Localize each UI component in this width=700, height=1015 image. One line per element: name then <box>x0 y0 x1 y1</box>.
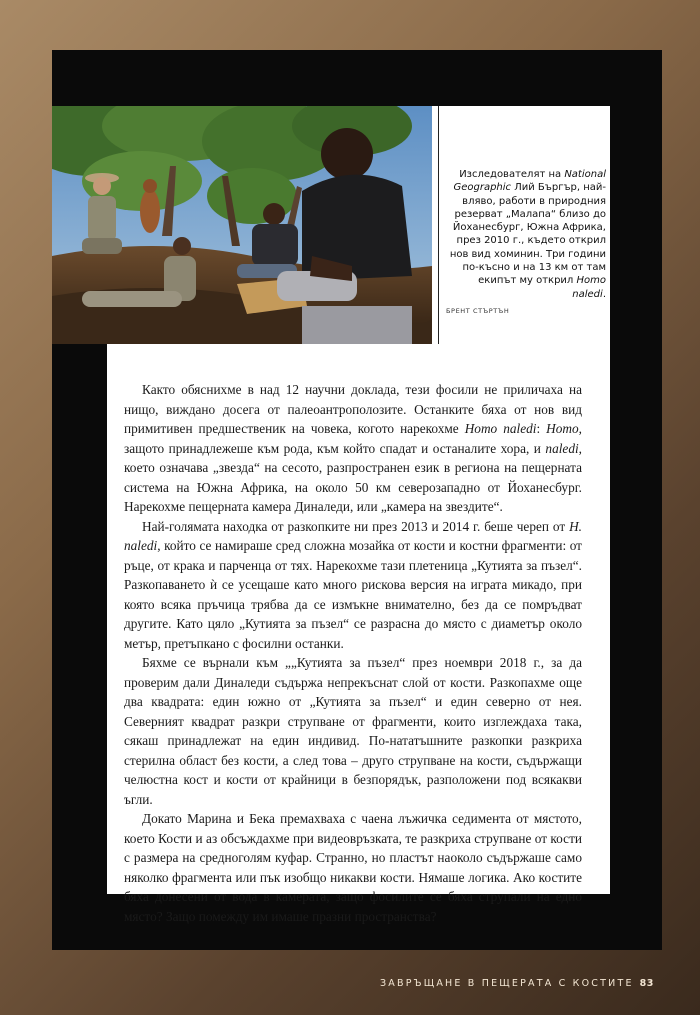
field-photo <box>52 106 432 344</box>
caption-text: Изследователят на National Geographic Лий Бъргър, най-вляво, работи в природния резерват „Малапа“ близо до Йоханесбург, Южна Африка, през 2010 г., където открил нов вид хоминин. Три години по-късно и на 13 км от там екипът му открил Homo naledi. <box>449 169 606 300</box>
article-body <box>124 380 582 926</box>
paragraph: Докато Марина и Бека премахваха с чаена лъжичка седимента от мястото, което Кости и аз обсъждахме при видеовръзката, те разкриха струпване от кости с размера на средноголям куфар. Странно, но пластът наоколо съдържаше само няколко фрагмента или пък изобщо никакви кости. Нямаше логика. Ако костите бяха донесени от вода в камерата, защо фосилите се бяха струпали на едно място? Защо помежду им имаше празни пространства? <box>124 811 582 924</box>
photo-credit: БРЕНТ СТЪРТЪН <box>446 306 510 315</box>
paragraph: Бяхме се върнали към „„Кутията за пъзел“ през ноември 2018 г., за да проверим дали Диналеди съдържа непрекъснат слой от кости. Разкопахме още два квадрата: един южно от „Кутията за пъзел“ и един северно от нея. Северният квадрат разкри струпване от фрагменти, които изглеждаха така, сякаш принадлежат на един индивид. По-нататъшните разкопки разкриха стерилна област без кости, а след това – друго струпване на кости, съдържащи челюстна кост и кости от крайници в безпорядък, разположени под всякакви ъгли. <box>124 655 582 807</box>
caption-divider <box>438 106 439 344</box>
paragraph: Както обяснихме в над 12 научни доклада, тези фосили не приличаха на нищо, виждано досега от палеоантрополозите. Останките бяха от нов вид примитивен предшественик на човека, когото нарекохме Homo naledi: Homo, защото принадлежеше към рода, към който спадат и останалите хора, и naledi, което означава „звезда“ на сесото, разпространен език в региона на пещерната система на Южна Африка, на около 50 км северозападно от Йоханесбург. Нарекохме пещерната камера Диналеди, или „камера на звездите“. <box>124 382 582 514</box>
page-footer <box>380 978 654 989</box>
page-number: 83 <box>639 978 654 989</box>
paragraph: Най-голямата находка от разкопките ни през 2013 и 2014 г. беше череп от H. naledi, който се намираше сред сложна мозайка от кости и костни фрагменти: от ръце, от крака и парченца от тях. Нарекохме тази плетеница „Кутията за пъзел“. Разкопаването ѝ се усещаше като много рискова версия на играта микадо, при която всяка пръчица трябва да се измъкне внимателно, без да се помръдват другите. Като цяло „Кутията за пъзел“ се разрасна до място с диаметър около метър, претъпкано с фосилни останки. <box>124 518 582 651</box>
running-title: ЗАВРЪЩАНЕ В ПЕЩЕРАТА С КОСТИТЕ <box>380 978 634 989</box>
photo-caption <box>446 168 606 318</box>
